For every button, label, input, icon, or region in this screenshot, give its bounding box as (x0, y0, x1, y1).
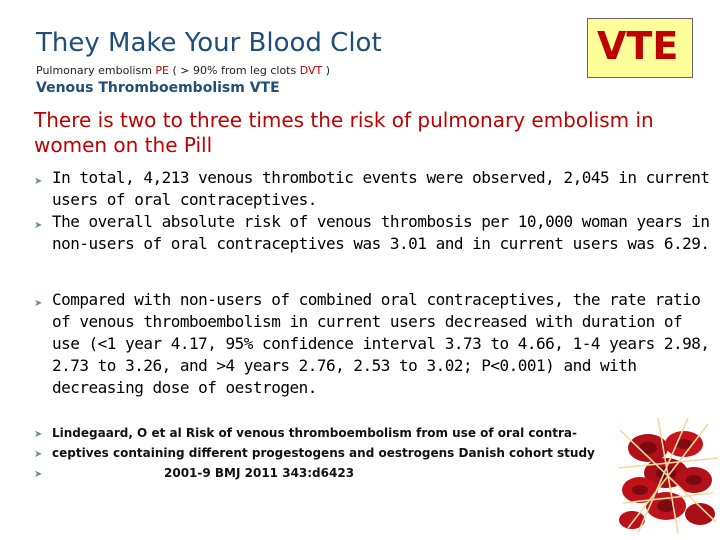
reference-line: 2001-9 BMJ 2011 343:d6423 (164, 466, 355, 480)
lead-statement: There is two to three times the risk of pulmonary embolism in women on the Pill (34, 108, 654, 157)
bullet-arrow-icon: ➤ (34, 176, 43, 187)
subtitle-pre: Pulmonary embolism (36, 64, 156, 77)
subtitle-post: ) (322, 64, 331, 77)
vte-badge-text: VTE (597, 24, 679, 68)
bullet-arrow-icon: ➤ (34, 469, 43, 480)
page-title: They Make Your Blood Clot (36, 28, 382, 58)
bullet-arrow-icon: ➤ (34, 429, 43, 440)
reference-citation (52, 423, 612, 483)
reference-line: ceptives containing different progestogens and oestrogens Danish cohort study (52, 446, 595, 460)
bullet-arrow-icon: ➤ (34, 220, 43, 231)
bullet-item: Compared with non-users of combined oral contraceptives, the rate ratio of venous thromboembolism in current users decreased with duration of use (<1 year 4.17, 95% confidence interval 3.73 to 4.66, 1-4 years 2.98, 2.73 to 3.26, and >4 years 2.76, 2.53 to 3.02; P<0.001) and with decreasing dose of oestrogen. (52, 290, 710, 397)
bullet-item: In total, 4,213 venous thrombotic events were observed, 2,045 in current users of oral contraceptives. (52, 168, 710, 209)
subtitle (36, 64, 330, 77)
bullet-item: The overall absolute risk of venous thrombosis per 10,000 woman years in non-users of oral contraceptives was 3.01 and in current users was 6.29. (52, 212, 710, 253)
subtitle-pe: PE (155, 64, 169, 77)
subtitle-mid: ( > 90% from leg clots (169, 64, 300, 77)
red-blood-cells-fibrin-clot-image (618, 418, 718, 533)
reference-line: Lindegaard, O et al Risk of venous thromboembolism from use of oral contra- (52, 426, 577, 440)
bullet-arrow-icon: ➤ (34, 298, 43, 309)
subtitle-dvt: DVT (299, 64, 323, 77)
venous-heading: Venous Thromboembolism VTE (36, 80, 280, 96)
bullet-arrow-icon: ➤ (34, 449, 43, 460)
